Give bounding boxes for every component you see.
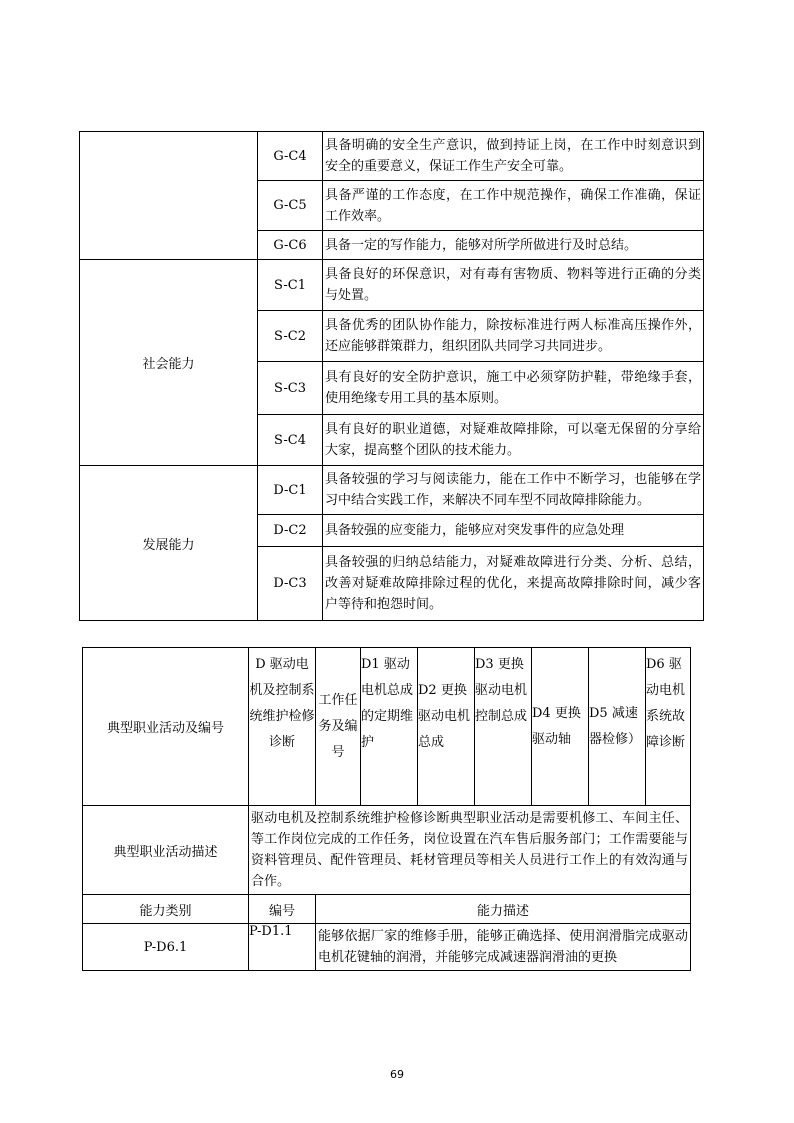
desc-cell: 具备一定的写作能力，能够对所学所做进行及时总结。 (323, 231, 704, 260)
desc-cell: 具有良好的职业道德，对疑难故障排除，可以毫无保留的分享给大家，提高整个团队的技术能力。 (323, 415, 704, 466)
activity-name: D 驱动电机及控制系统维护检修诊断 (249, 648, 316, 806)
activity-table (82, 647, 691, 971)
col-code-header: 编号 (249, 895, 316, 924)
desc-cell: 具备较强的归纳总结能力，对疑难故障进行分类、分析、总结，改善对疑难故障排除过程的优化，来提高故障排除时间，减少客户等待和抱怨时间。 (323, 547, 704, 621)
code-cell: D-C3 (258, 547, 323, 621)
activity-header-row (83, 648, 691, 806)
table-row (80, 132, 704, 181)
desc-cell: 具备严谨的工作态度，在工作中规范操作，确保工作准确，保证工作效率。 (323, 181, 704, 231)
desc-cell: 具备明确的安全生产意识，做到持证上岗，在工作中时刻意识到安全的重要意义，保证工作生产安全可靠。 (323, 132, 704, 181)
code-cell: S-C3 (258, 362, 323, 415)
code-cell: G-C6 (258, 231, 323, 260)
desc-cell: 具备较强的应变能力，能够应对突发事件的应急处理 (323, 515, 704, 547)
activity-desc-label: 典型职业活动描述 (83, 806, 249, 895)
code-cell: S-C4 (258, 415, 323, 466)
task-label: 工作任务及编号 (316, 648, 361, 806)
desc-cell: 能够依据厂家的维修手册，能够正确选择、使用润滑脂完成驱动电机花键轴的润滑，并能够完成减速器润滑油的更换 (316, 924, 691, 971)
category-social: 社会能力 (80, 260, 258, 466)
code-cell: S-C1 (258, 260, 323, 311)
task-cell: D4 更换驱动轴 (532, 648, 589, 806)
task-cell: D2 更换驱动电机总成 (418, 648, 475, 806)
task-cell: D6 驱动电机系统故障诊断 (646, 648, 691, 806)
code-cell: G-C4 (258, 132, 323, 181)
desc-cell: 具备优秀的团队协作能力，除按标准进行两人标准高压操作外，还应能够群策群力，组织团队共同学习共同进步。 (323, 311, 704, 362)
code-cell: S-C2 (258, 311, 323, 362)
category-cell (80, 132, 258, 260)
category-cell: P-D6.1 (83, 924, 249, 971)
activity-desc-row (83, 806, 691, 895)
code-cell: D-C2 (258, 515, 323, 547)
desc-cell: 具有良好的安全防护意识，施工中必须穿防护鞋，带绝缘手套，使用绝缘专用工具的基本原则。 (323, 362, 704, 415)
code-cell: G-C5 (258, 181, 323, 231)
col-desc-header: 能力描述 (316, 895, 691, 924)
task-cell: D3 更换驱动电机控制总成 (475, 648, 532, 806)
table-row (83, 924, 691, 971)
activity-label: 典型职业活动及编号 (83, 648, 249, 806)
column-header-row (83, 895, 691, 924)
code-cell: P-D1.1 (249, 924, 316, 971)
task-cell: D1 驱动电机总成的定期维护 (361, 648, 418, 806)
code-cell: D-C1 (258, 466, 323, 515)
category-development: 发展能力 (80, 466, 258, 621)
activity-desc-text: 驱动电机及控制系统维护检修诊断典型职业活动是需要机修工、车间主任、等工作岗位完成的工作任务，岗位设置在汽车售后服务部门；工作需要能与资料管理员、配件管理员、耗材管理员等相关人员进行工作上的有效沟通与合作。 (249, 806, 691, 895)
desc-cell: 具备良好的环保意识，对有毒有害物质、物料等进行正确的分类与处置。 (323, 260, 704, 311)
table-row (80, 466, 704, 515)
desc-cell: 具备较强的学习与阅读能力，能在工作中不断学习，也能够在学习中结合实践工作，来解决不同车型不同故障排除能力。 (323, 466, 704, 515)
page-number: 69 (390, 1068, 404, 1081)
ability-table (79, 131, 704, 621)
table-row (80, 260, 704, 311)
col-category-header: 能力类别 (83, 895, 249, 924)
task-cell: D5 减速器检修） (589, 648, 646, 806)
